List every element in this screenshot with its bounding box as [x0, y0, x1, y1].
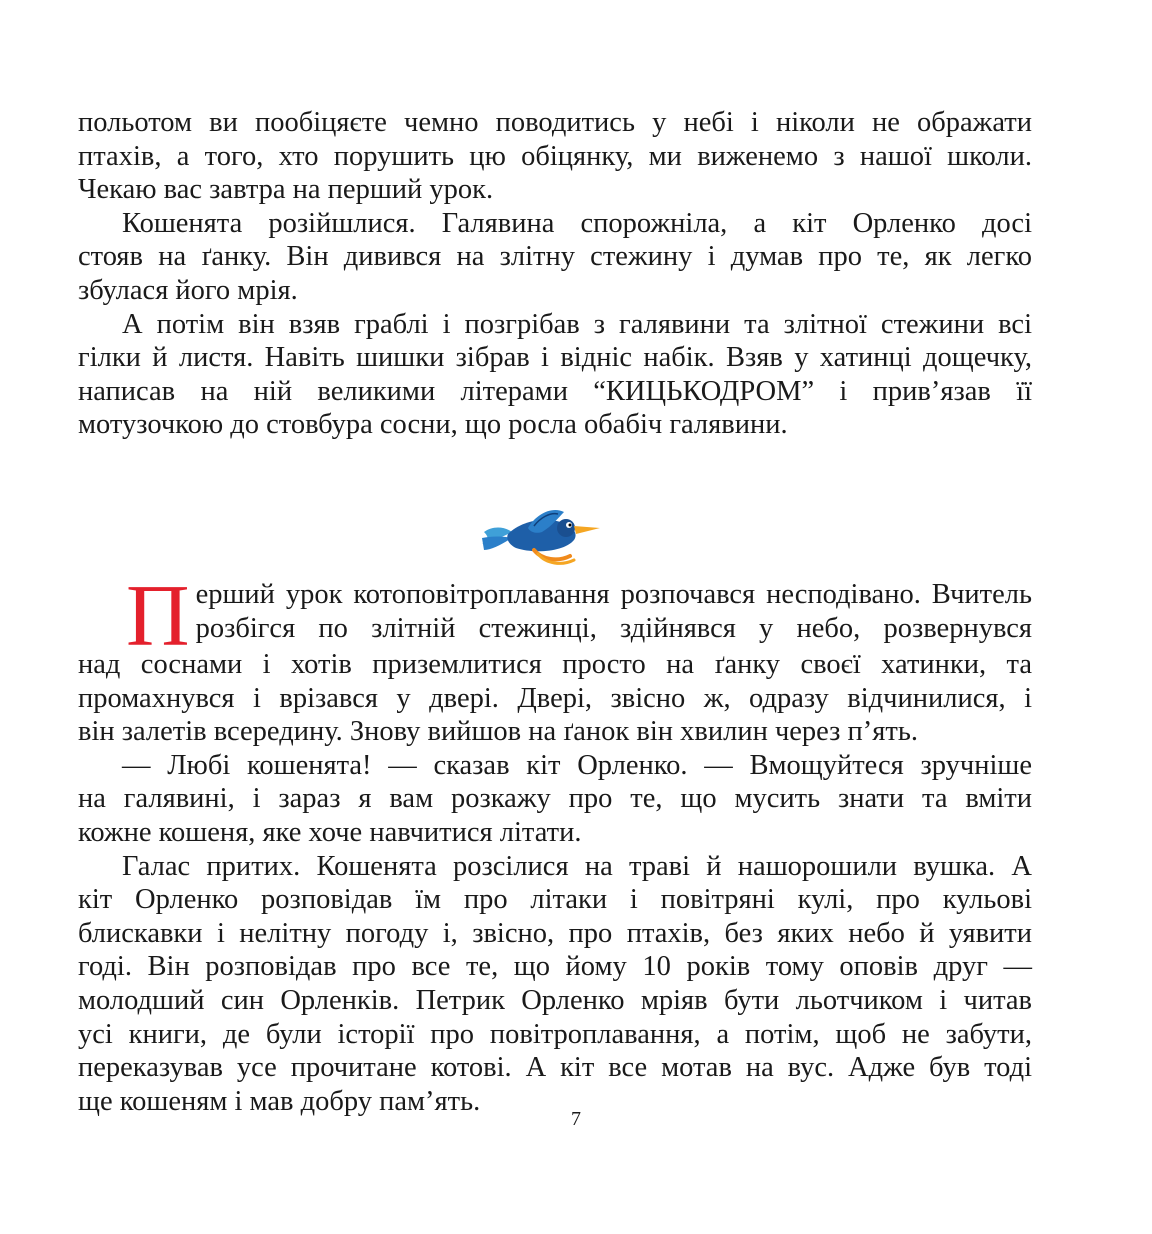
text-line: розбігся по злітній стежинці, здійнявся у небо, розвернувся: [195, 612, 1032, 644]
text-line: А потім він взяв граблі і позгрібав з галявини та злітної стежини всі: [122, 308, 1032, 340]
text-line: над соснами і хотів приземлитися просто на ґанку своєї хатинки, та: [78, 649, 1032, 680]
paragraph-5: [78, 749, 1032, 850]
bird-beak: [574, 526, 600, 534]
text-line: на галявині, і зараз я вам розкажу про те, що мусить знати та вміти: [78, 783, 1032, 815]
text-line: ерший урок котоповітроплавання розпочався несподівано. Вчитель: [195, 579, 1032, 610]
bird-icon: [478, 498, 602, 572]
text-block-bottom: [78, 568, 1032, 1118]
text-line: кожне кошеня, яке хоче навчитися літати.: [78, 816, 582, 848]
paragraph-4: [78, 568, 1032, 749]
text-line: польотом ви пообіцяєте чемно поводитись у небі і ніколи не ображати: [78, 107, 1032, 138]
paragraph-2: [78, 207, 1032, 308]
text-line: — Любі кошенята! — сказав кіт Орленко. — Вмощуйтеся зручніше: [122, 749, 1032, 781]
flying-bird-illustration: [478, 498, 602, 572]
text-line: мотузочкою до стовбура сосни, що росла обабіч галявини.: [78, 409, 788, 441]
text-line: збулася його мрія.: [78, 274, 298, 306]
text-block-top: [78, 106, 1032, 442]
drop-cap-letter: П: [126, 568, 190, 665]
text-line: промахнувся і врізався у двері. Двері, звісно ж, одразу відчинилися, і: [78, 682, 1032, 714]
text-line: стояв на ґанку. Він дивився на злітну стежину і думав про те, як легко: [78, 241, 1032, 273]
paragraph-3: [78, 308, 1032, 442]
text-line: переказував усе прочитане котові. А кіт все мотав на вус. Адже був тоді: [78, 1052, 1032, 1084]
text-line: гілки й листя. Навіть шишки зібрав і відніс набік. Взяв у хатинці дощечку,: [78, 342, 1032, 374]
text-line: написав на ній великими літерами “КИЦЬКОДРОМ” і прив’язав її: [78, 375, 1032, 407]
text-line: Чекаю вас завтра на перший урок.: [78, 174, 494, 206]
page-number: 7: [571, 1108, 581, 1130]
text-line: Кошенята розійшлися. Галявина спорожніла, а кіт Орленко досі: [122, 207, 1032, 239]
paragraph-1: [78, 106, 1032, 207]
text-line: усі книги, де були історії про повітроплавання, а потім, щоб не забути,: [78, 1018, 1032, 1050]
text-line: блискавки і нелітну погоду і, звісно, про птахів, без яких небо й уявити: [78, 917, 1032, 949]
text-line: годі. Він розповідав про все те, що йому 10 років тому оповів друг —: [78, 951, 1032, 983]
paragraph-6: [78, 850, 1032, 1119]
text-line: кіт Орленко розповідав їм про літаки і повітряні кулі, про кульові: [78, 884, 1032, 916]
bird-head: [557, 519, 575, 537]
text-line: птахів, а того, хто порушить цю обіцянку, ми виженемо з нашої школи.: [78, 140, 1032, 172]
text-line: він залетів всередину. Знову вийшов на ґанок він хвилин через п’ять.: [78, 716, 918, 748]
text-line: молодший син Орленків. Петрик Орленко мріяв бути льотчиком і читав: [78, 984, 1032, 1016]
text-line: ще кошеням і мав добру пам’ять.: [78, 1085, 481, 1117]
text-line: Галас притих. Кошенята розсілися на траві й нашорошили вушка. А: [122, 850, 1032, 882]
